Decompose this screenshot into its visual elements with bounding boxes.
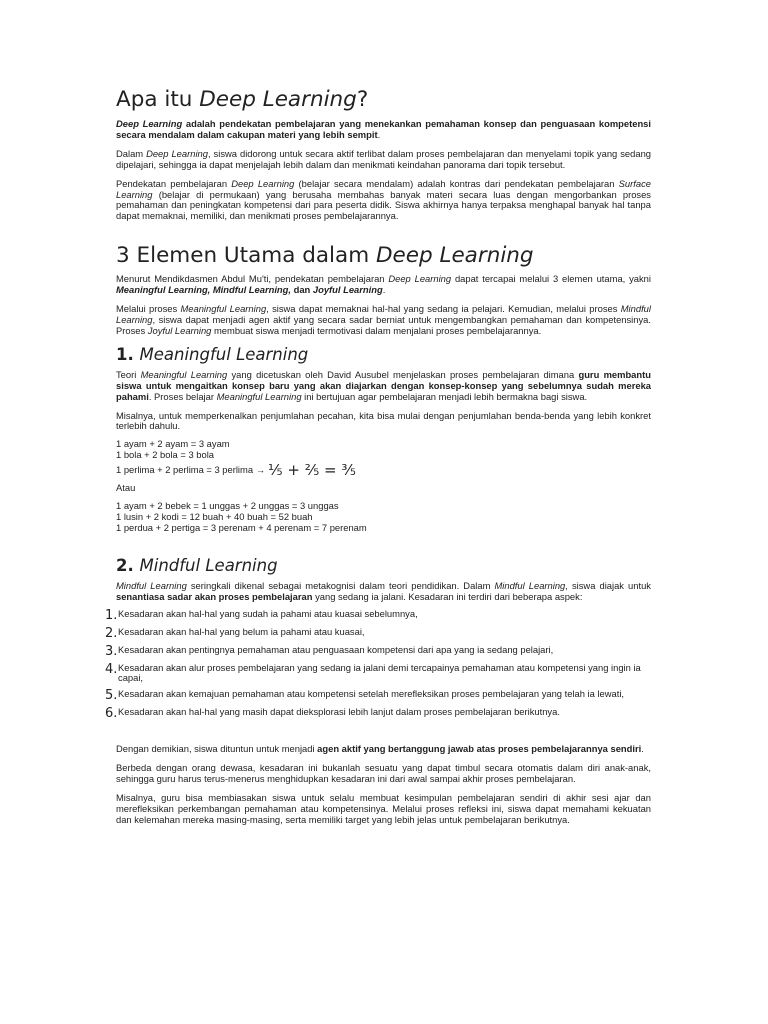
aspect-list <box>105 607 651 722</box>
list-item <box>105 643 651 659</box>
heading-text-italic: Deep Learning <box>375 243 534 269</box>
list-text: Kesadaran akan alur proses pembelajaran yang sedang ia jalani demi tercapainya pemahaman atau kompetensi yang ingin ia capai, <box>118 661 641 684</box>
paragraph <box>116 581 651 603</box>
paragraph <box>116 179 651 223</box>
article-body <box>105 86 651 826</box>
fraction-equation: ⅕ + ⅖ = ⅗ <box>268 461 356 480</box>
text: yang sedang ia jalani. Kesadaran ini terdiri dari beberapa aspek: <box>312 590 583 602</box>
term: Deep Learning <box>116 118 183 129</box>
equation-text: 1 perlima + 2 perlima = 3 perlima <box>116 464 254 476</box>
text: Dengan demikian, siswa dituntun untuk menjadi <box>116 743 318 755</box>
heading-number: 2. <box>116 555 140 575</box>
list-item <box>105 706 651 722</box>
heading-apa-itu-deep-learning <box>116 86 651 114</box>
heading-3-elemen <box>116 242 651 270</box>
bold-text: guru membantu siswa untuk mengaitkan konsep baru yang akan diajarkan dengan konsep-konsep yang sebelumnya sudah mereka pahami <box>116 368 651 402</box>
heading-mindful-learning <box>116 555 651 577</box>
bold-text: senantiasa sadar akan proses pembelajaran <box>116 590 313 602</box>
list-item <box>105 607 651 623</box>
text: Pendekatan pembelajaran <box>116 177 232 189</box>
heading-text: Apa itu <box>116 87 200 112</box>
text: yang dicetuskan oleh David Ausubel menjelaskan proses pembelajaran dimana <box>227 368 579 380</box>
list-number: 3. <box>105 643 118 659</box>
definition-paragraph <box>116 119 651 141</box>
text: Dalam <box>116 147 147 159</box>
paragraph <box>116 304 651 337</box>
text: . <box>382 284 386 296</box>
list-text: Kesadaran akan hal-hal yang masih dapat dieksplorasi lebih lanjut dalam proses pembelajaran berikutnya. <box>118 706 560 718</box>
term: Deep Learning <box>146 147 208 159</box>
text: . <box>377 128 381 140</box>
list-number: 2. <box>105 625 118 641</box>
text: (belajar secara mendalam) adalah kontras dari pendekatan pembelajaran <box>294 177 619 189</box>
list-item <box>105 625 651 641</box>
equation-line: 1 perdua + 2 pertiga = 3 perenam + 4 perenam = 7 perenam <box>116 521 367 533</box>
term: Mindful Learning <box>116 579 187 591</box>
paragraph: Misalnya, untuk memperkenalkan penjumlahan pecahan, kita bisa mulai dengan penjumlahan benda-benda yang lebih konkret terlebih dahulu. <box>116 409 651 432</box>
term: Meaningful Learning <box>180 303 267 315</box>
heading-text-italic: Mindful Learning <box>139 555 278 575</box>
term: Deep Learning <box>231 177 295 189</box>
arrow-icon: → <box>256 465 266 476</box>
list-item <box>105 688 651 704</box>
heading-number: 1. <box>116 344 140 364</box>
paragraph <box>116 274 651 296</box>
paragraph: Misalnya, guru bisa membiasakan siswa untuk selalu membuat kesimpulan pembelajaran sendiri di akhir sesi ajar dan merefleksikan perkembangan pemahaman atau kompetensinya. Melalui proses refleksi ini, siswa dapat memahami kekuatan dan kelemahan mereka masing-masing, serta memiliki target yang lebih jelas untuk pembelajaran berikutnya. <box>116 792 651 825</box>
list-number: 4. <box>105 661 118 677</box>
text: seringkali dikenal sebagai metakognisi dalam teori pendidikan. Dalam <box>186 579 495 591</box>
list-item <box>105 661 651 685</box>
text: dapat tercapai melalui 3 elemen utama, yakni <box>451 273 651 285</box>
term: Meaningful Learning <box>216 390 302 402</box>
equation-block <box>116 438 651 480</box>
list-text: Kesadaran akan hal-hal yang belum ia pahami atau kuasai, <box>118 625 365 637</box>
heading-text: 3 Elemen Utama dalam <box>116 243 376 269</box>
list-text: Kesadaran akan kemajuan pemahaman atau kompetensi setelah merefleksikan proses pembelajaran yang telah ia lewati, <box>118 688 625 700</box>
list-text: Kesadaran akan hal-hal yang sudah ia pahami atau kuasai sebelumnya, <box>118 607 418 619</box>
text: (belajar di permukaan) yang berusaha membahas banyak materi secara luas dengan mengorbankan proses pemahaman dan peningkatan kompetensi dari para peserta didik. Siswa akhirnya hanya terpaksa menghapal banyak hal tanpa dapat memaknai, memiliki, dan menikmati proses pembelajarannya. <box>116 188 651 222</box>
term: Joyful Learning <box>312 284 383 296</box>
text: . Proses belajar <box>148 390 217 402</box>
text: , siswa dapat menjadi agen aktif yang secara sadar berniat untuk mengembangkan pemahaman dan kompetensinya. Proses <box>116 313 651 336</box>
term: Joyful Learning <box>147 324 212 336</box>
text: ini bertujuan agar pembelajaran menjadi lebih bermakna bagi siswa. <box>301 390 588 402</box>
paragraph: Atau <box>116 482 136 494</box>
term: Mindful Learning <box>494 579 566 591</box>
paragraph <box>116 370 651 403</box>
list-number: 5. <box>105 688 118 704</box>
equation-line: 1 lusin + 2 kodi = 12 buah + 40 buah = 52 buah <box>116 510 313 522</box>
paragraph <box>116 744 651 755</box>
equation-line: 1 ayam + 2 bebek = 1 unggas + 2 unggas = 3 unggas <box>116 500 339 511</box>
definition-text: adalah pendekatan pembelajaran yang menekankan pemahaman konsep dan penguasaan kompetensi secara mendalam dalam cakupan materi yang lebih sempit <box>116 118 651 140</box>
term: Surface Learning <box>116 177 651 200</box>
heading-text-italic: Meaningful Learning <box>139 344 309 364</box>
term: Mindful Learning <box>116 303 651 325</box>
text: , siswa didorong untuk secara aktif terlibat dalam proses pembelajaran dan menyelami topik yang sedang dipelajari, sehingga ia dapat menjelajah lebih dalam dan menikmati keindahan panorama dari topik tersebut. <box>116 147 651 170</box>
text: , siswa diajak untuk <box>565 579 651 591</box>
equation-block <box>116 501 651 534</box>
text: . <box>641 743 644 755</box>
text: Teori <box>116 368 141 380</box>
term: Deep Learning <box>388 273 452 285</box>
equation-line: 1 ayam + 2 ayam = 3 ayam <box>116 438 230 450</box>
text: dan <box>291 284 313 296</box>
heading-meaningful-learning <box>116 344 651 366</box>
equation-line <box>116 461 651 480</box>
list-number: 6. <box>105 706 118 722</box>
paragraph: Berbeda dengan orang dewasa, kesadaran ini bukanlah sesuatu yang dapat timbul secara otomatis dalam diri anak-anak, sehingga guru harus terus-menerus menghidupkan kesadaran ini dari awal sampai akhir proses pembelajaran. <box>116 762 651 785</box>
term: Meaningful Learning <box>140 368 228 380</box>
equation-line: 1 bola + 2 bola = 3 bola <box>116 449 214 461</box>
term: Meaningful Learning, Mindful Learning, <box>116 284 291 296</box>
heading-text: ? <box>356 87 369 112</box>
heading-text-italic: Deep Learning <box>199 87 357 112</box>
bold-text: agen aktif yang bertanggung jawab atas proses pembelajarannya sendiri <box>317 743 642 755</box>
text: Menurut Mendikdasmen Abdul Mu'ti, pendekatan pembelajaran <box>116 273 389 285</box>
list-number: 1. <box>105 607 118 623</box>
text: membuat siswa menjadi termotivasi dalam menjalani proses pembelajarannya. <box>211 324 542 336</box>
text: , siswa dapat memaknai hal-hal yang sedang ia pelajari. Kemudian, melalui proses <box>266 303 621 315</box>
paragraph <box>116 149 651 171</box>
text: Melalui proses <box>116 303 181 315</box>
list-text: Kesadaran akan pentingnya pemahaman atau penguasaan kompetensi dari apa yang ia sedang pelajari, <box>118 643 554 655</box>
